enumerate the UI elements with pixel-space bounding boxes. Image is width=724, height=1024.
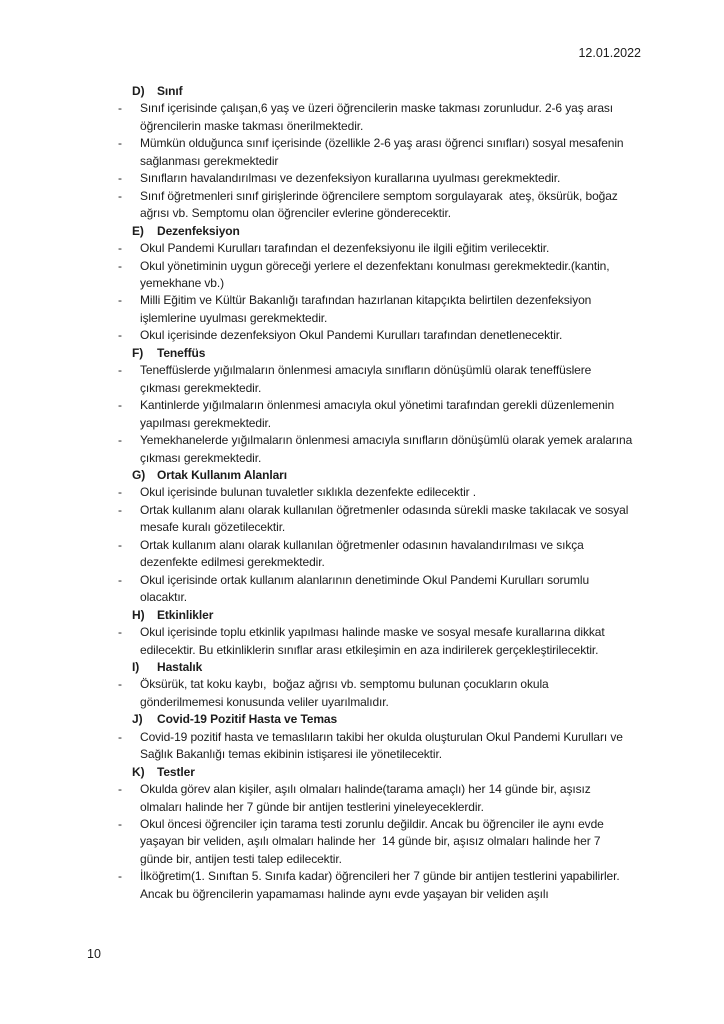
bullet-item (118, 362, 634, 397)
section-heading (118, 467, 634, 484)
bullet-dash: - (118, 572, 122, 587)
bullet-dash: - (118, 502, 122, 517)
bullet-text: Covid-19 pozitif hasta ve temaslıların takibi her okulda oluşturulan Okul Pandemi Kurulları ve Sağlık Bakanlığı temas ekibinin istişaresi ile yönetilecektir. (140, 729, 627, 762)
bullet-dash: - (118, 817, 122, 832)
section-title: Testler (157, 764, 195, 779)
section-heading (118, 711, 634, 728)
bullet-item (118, 572, 634, 607)
bullet-dash: - (118, 258, 122, 273)
section-heading (118, 607, 634, 624)
bullet-text: Okul içerisinde ortak kullanım alanlarının denetiminde Okul Pandemi Kurulları sorumlu olacaktır. (140, 572, 593, 605)
section-title: Ortak Kullanım Alanları (157, 467, 287, 482)
bullet-dash: - (118, 363, 122, 378)
bullet-dash: - (118, 241, 122, 256)
bullet-item (118, 292, 634, 327)
section-title: Dezenfeksiyon (157, 223, 240, 238)
bullet-item (118, 170, 634, 187)
section-heading (118, 223, 634, 240)
bullet-item (118, 484, 634, 501)
bullet-dash: - (118, 433, 122, 448)
bullet-dash: - (118, 782, 122, 797)
page-number: 10 (87, 947, 101, 961)
bullet-item (118, 624, 634, 659)
bullet-text: Teneffüslerde yığılmaların önlenmesi amacıyla sınıfların dönüşümlü olarak teneffüslere çıkması gerekmektedir. (140, 363, 595, 395)
bullet-dash: - (118, 328, 122, 343)
bullet-dash: - (118, 136, 122, 151)
section-title: Etkinlikler (157, 607, 214, 622)
bullet-dash: - (118, 398, 122, 413)
document-date: 12.01.2022 (578, 46, 641, 60)
section-heading (118, 659, 634, 676)
section-title: Hastalık (157, 659, 203, 674)
bullet-item (118, 868, 634, 903)
bullet-item (118, 781, 634, 816)
bullet-item (118, 502, 634, 537)
bullet-text: Okul içerisinde toplu etkinlik yapılması halinde maske ve sosyal mesafe kurallarına dikkat edilecektir. Bu etkinliklerin sınıflar arası etkileşimin en aza indirilerek gerçekleştirilecektir. (140, 625, 608, 657)
bullet-text: Yemekhanelerde yığılmaların önlenmesi amacıyla sınıfların dönüşümlü olarak yemek aralarına çıkması gerekmektedir. (140, 433, 636, 465)
bullet-dash: - (118, 101, 122, 116)
section-letter: K) (132, 764, 145, 779)
bullet-text: İlköğretim(1. Sınıftan 5. Sınıfa kadar) öğrencileri her 7 günde bir antijen testlerini yapabilirler. Ancak bu öğrencilerin yapamaması halinde aynı evde yaşayan bir veliden aşılı (140, 869, 623, 901)
bullet-item (118, 258, 634, 293)
section-title: Covid-19 Pozitif Hasta ve Temas (157, 712, 338, 727)
bullet-text: Ortak kullanım alanı olarak kullanılan öğretmenler odasının havalandırılması ve sıkça dezenfekte edilmesi gerekmektedir. (140, 537, 587, 570)
bullet-dash: - (118, 293, 122, 308)
bullet-item (118, 676, 634, 711)
bullet-dash: - (118, 677, 122, 692)
bullet-dash: - (118, 537, 122, 552)
section-letter: E) (132, 223, 144, 238)
bullet-text: Okul yönetiminin uygun göreceği yerlere el dezenfektanı konulması gerekmektedir.(kantin, yemekhane vb.) (140, 258, 613, 290)
section-heading (118, 345, 634, 362)
bullet-text: Okulda görev alan kişiler, aşılı olmaları halinde(tarama amaçlı) her 14 günde bir, aşısız olmaları halinde her 7 günde bir antijen testlerini yineleyeceklerdir. (140, 782, 594, 814)
bullet-text: Sınıf öğretmenleri sınıf girişlerinde öğrencilere semptom sorgulayarak ateş, öksürük, boğaz ağrısı vb. Semptomu olan öğrenciler evlerine gönderecektir. (140, 188, 621, 221)
bullet-dash: - (118, 625, 122, 640)
document-content (118, 83, 634, 903)
section-heading (118, 764, 634, 781)
bullet-text: Kantinlerde yığılmaların önlenmesi amacıyla okul yönetimi tarafından gerekli düzenlemenin yapılması gerekmektedir. (140, 398, 618, 430)
section-letter: H) (132, 607, 145, 622)
bullet-dash: - (118, 485, 122, 500)
bullet-dash: - (118, 188, 122, 203)
bullet-text: Sınıfların havalandırılması ve dezenfeksiyon kurallarına uyulması gerekmektedir. (140, 171, 561, 186)
section-heading (118, 83, 634, 100)
section-title: Teneffüs (157, 345, 206, 360)
bullet-text: Okul içerisinde dezenfeksiyon Okul Pandemi Kurulları tarafından denetlenecektir. (140, 328, 563, 343)
section-letter: G) (132, 467, 146, 482)
section-letter: I) (132, 659, 140, 674)
bullet-item (118, 729, 634, 764)
bullet-text: Mümkün olduğunca sınıf içerisinde (özellikle 2-6 yaş arası öğrenci sınıfları) sosyal mesafenin sağlanması gerekmektedir (140, 136, 627, 168)
bullet-item (118, 432, 634, 467)
bullet-text: Okul içerisinde bulunan tuvaletler sıklıkla dezenfekte edilecektir . (140, 485, 477, 500)
bullet-dash: - (118, 171, 122, 186)
bullet-item (118, 240, 634, 257)
bullet-item (118, 537, 634, 572)
bullet-text: Okul öncesi öğrenciler için tarama testi zorunlu değildir. Ancak bu öğrenciler ile aynı evde yaşayan bir veliden, aşılı olmaları halinde her 14 günde bir, aşısız olmaları halinde her 7 günde bir, antijen testi talep edilecektir. (140, 817, 607, 866)
section-letter: D) (132, 84, 145, 98)
section-letter: J) (132, 712, 143, 727)
bullet-item (118, 188, 634, 223)
bullet-text: Ortak kullanım alanı olarak kullanılan öğretmenler odasında sürekli maske takılacak ve sosyal mesafe kuralı gözetilecektir. (140, 502, 632, 535)
bullet-text: Sınıf içerisinde çalışan,6 yaş ve üzeri öğrencilerin maske takması zorunludur. 2-6 yaş arası öğrencilerin maske takması önerilmektedir. (140, 101, 617, 133)
bullet-text: Milli Eğitim ve Kültür Bakanlığı tarafından hazırlanan kitapçıkta belirtilen dezenfeksiyon işlemlerine uyulması gerekmektedir. (140, 293, 595, 325)
bullet-dash: - (118, 729, 122, 744)
bullet-item (118, 327, 634, 344)
bullet-item (118, 397, 634, 432)
bullet-text: Okul Pandemi Kurulları tarafından el dezenfeksiyonu ile ilgili eğitim verilecektir. (140, 241, 550, 256)
bullet-text: Öksürük, tat koku kaybı, boğaz ağrısı vb. semptomu bulunan çocukların okula gönderilmemesi konusunda veliler uyarılmalıdır. (140, 677, 552, 709)
section-letter: F) (132, 345, 144, 360)
bullet-item (118, 816, 634, 868)
section-title: Sınıf (157, 84, 183, 98)
bullet-item (118, 135, 634, 170)
bullet-item (118, 100, 634, 135)
bullet-dash: - (118, 869, 122, 884)
